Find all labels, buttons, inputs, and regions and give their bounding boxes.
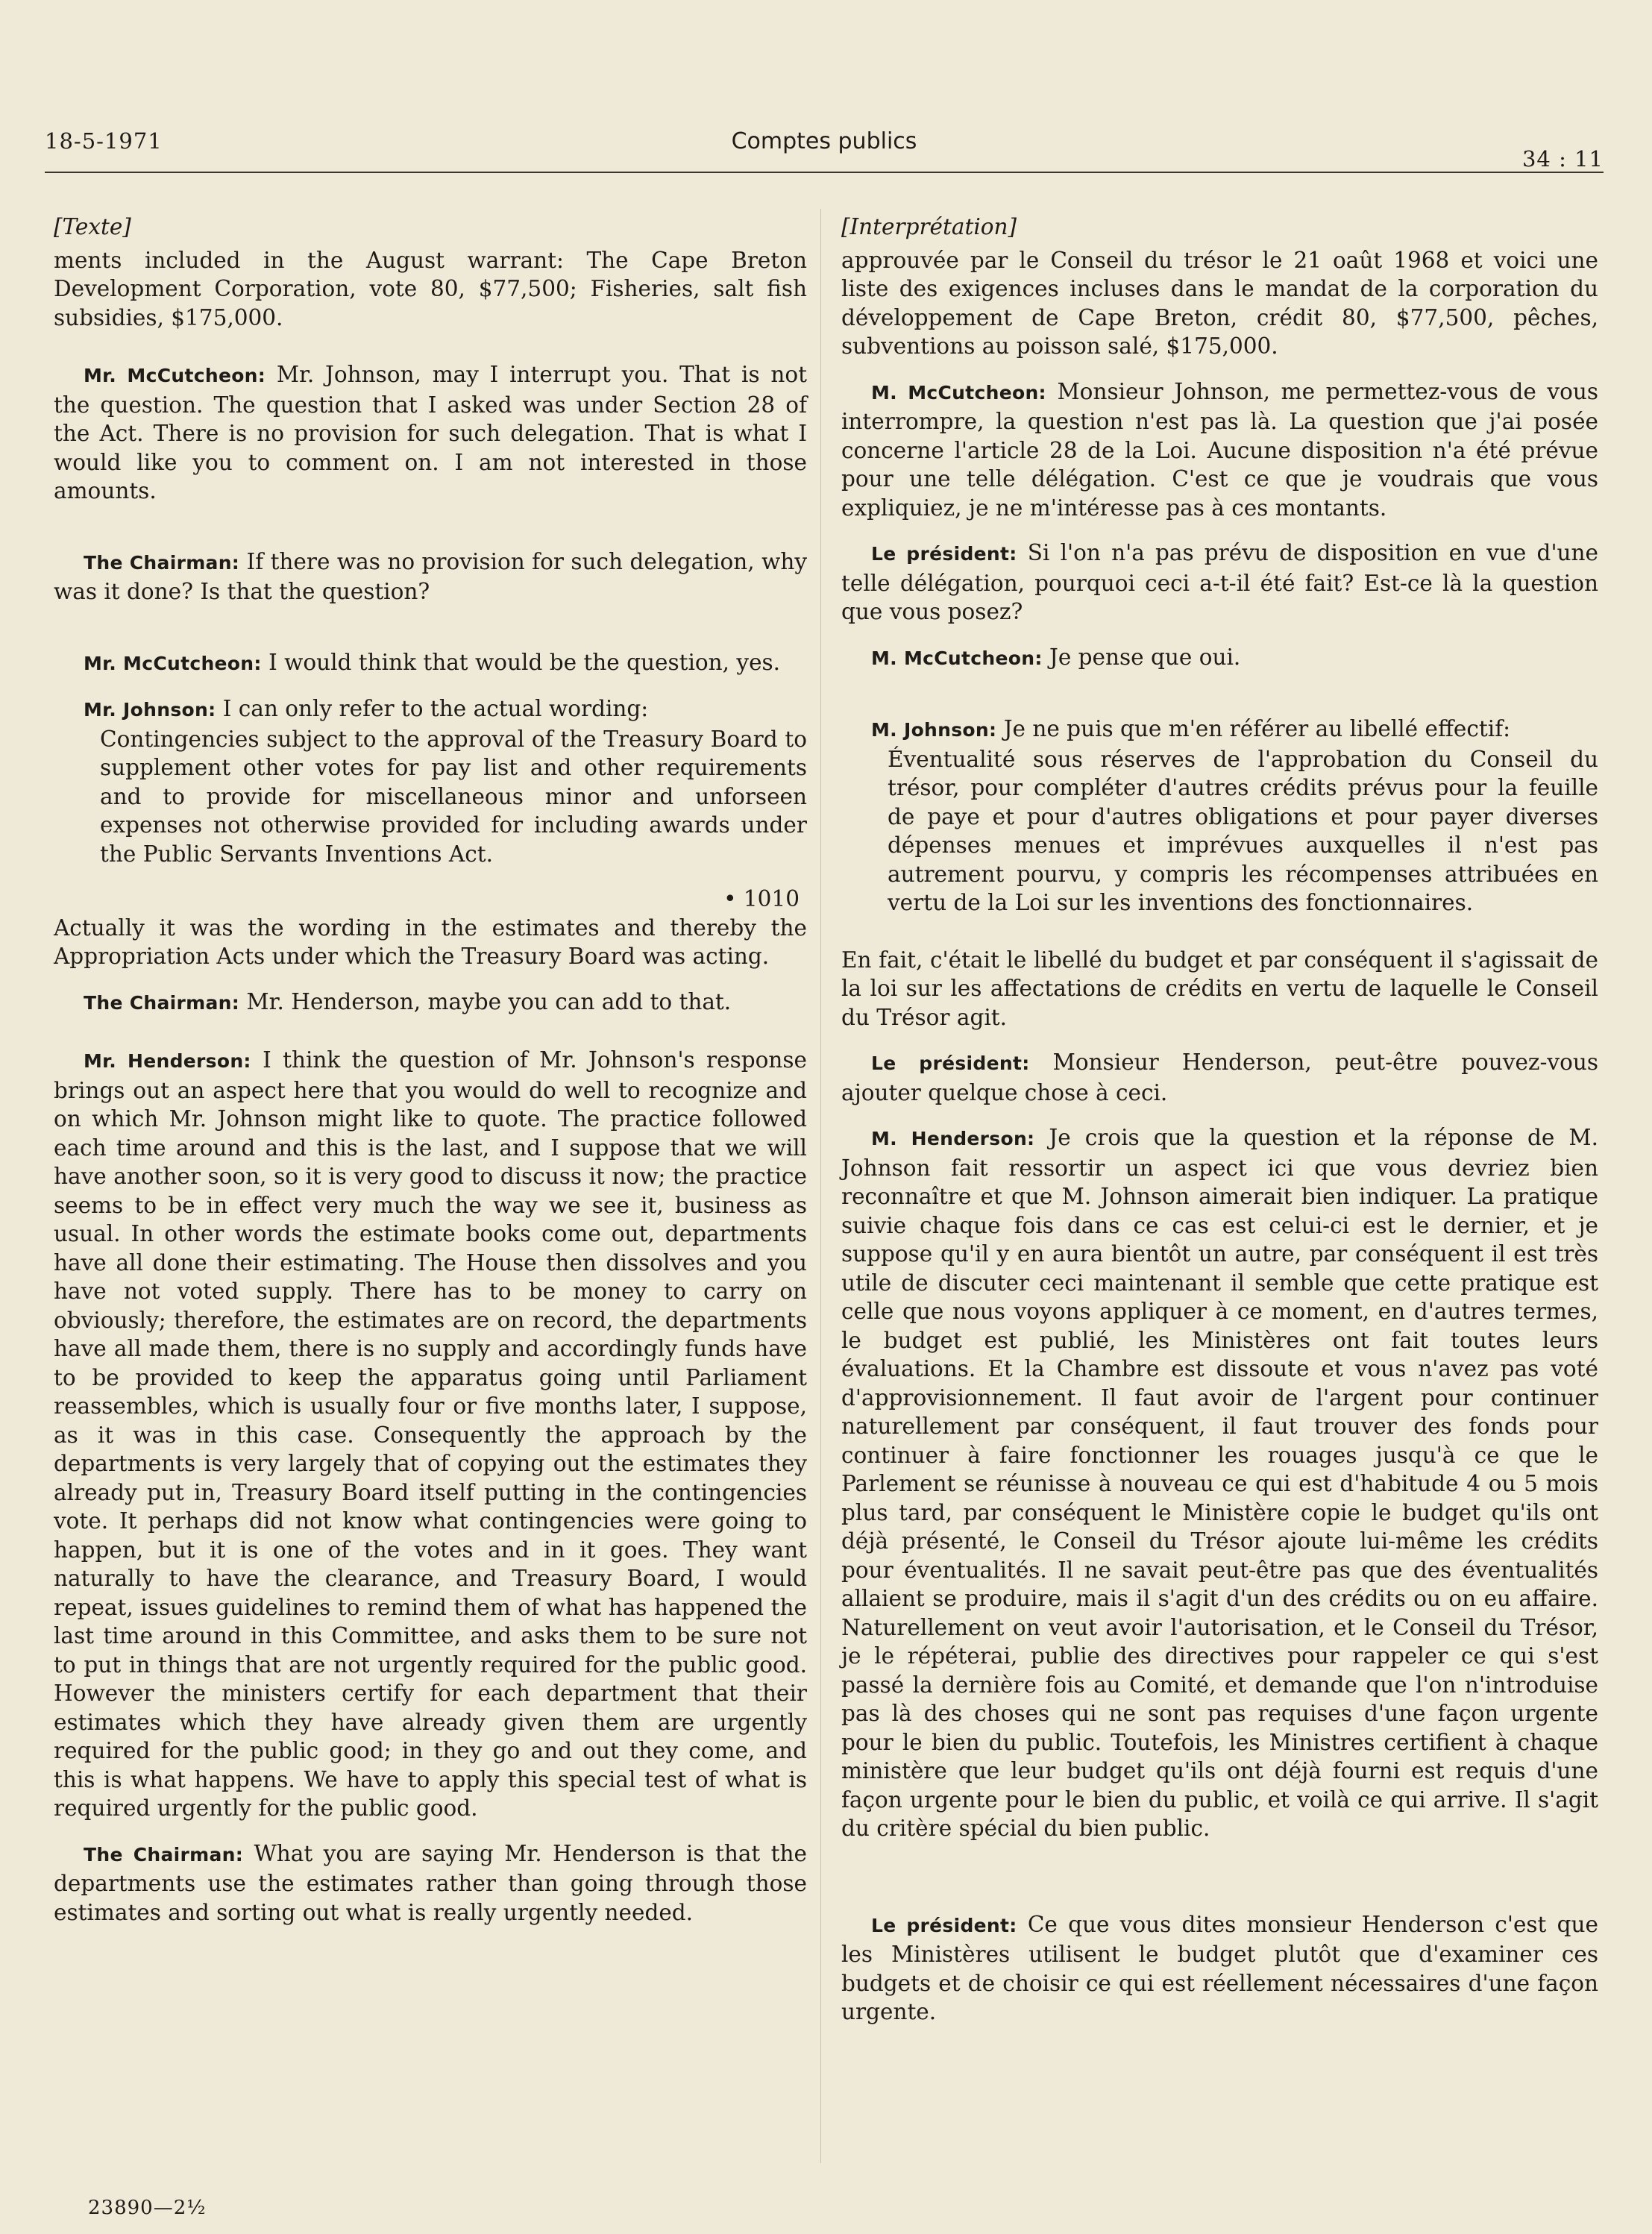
left-paragraph [54,360,807,506]
speaker-name: Mr. McCutcheon: [84,365,266,386]
left-paragraph: ments included in the August warrant: The Cape Breton Development Corporation, vote 80, $77,500; Fisheries, salt fish subsidies, $175,000. [54,247,807,330]
right-paragraph [841,643,1598,674]
left-paragraph [54,547,807,606]
speaker-name: The Chairman: [84,1843,244,1866]
speaker-name: Mr. McCutcheon: [84,652,262,674]
speaker-name: M. Johnson: [871,719,997,741]
quoted-vote-wording: Éventualité sous réserves de l'approbation du Conseil du trésor, pour compléter d'autres crédits prévus pour la feuille de paye et pour d'autres obligations et pour payer diverses dépenses menues et imprévues auxquelles il n'est pas autrement pourvu, y compris les récompenses attribuées en vertu de la Loi sur les inventions des fonctionnaires. [888,746,1598,915]
time-marker: • 1010 [723,886,800,912]
column-divider [820,209,821,2163]
speaker-name: The Chairman: [84,551,240,574]
header-page-number: 34 : 11 [1521,146,1604,172]
right-paragraph [841,1048,1598,1107]
speech-text: I can only refer to the actual wording: [216,696,649,721]
page-header [45,127,1604,173]
left-paragraph [54,988,807,1018]
left-paragraph [54,648,807,679]
right-section-tag: [Interprétation] [841,214,1017,239]
header-date: 18-5-1971 [45,128,163,154]
left-paragraph [54,1839,807,1927]
speaker-name: Mr. Henderson: [84,1050,251,1072]
speech-text: Monsieur Johnson, me permettez-vous de vous interrompre, la question n'est pas là. La question que j'ai posée concerne l'article 28 de la Loi. Aucune disposition n'a été prévue pour une telle délégation. C'est ce que je voudrais que vous expliquiez, je ne m'intéresse pas à ces montants. [841,378,1598,521]
speaker-name: The Chairman: [84,991,240,1014]
speech-text: Je crois que la question et la réponse de M. Johnson fait ressortir un aspect ici que vous devriez bien reconnaître et que M. Johnson aimerait bien indiquer. La pratique suivie chaque fois dans ce cas est celui-ci est le dernier, et je suppose qu'il y en aura bientôt un autre, par conséquent il est très utile de discuter ceci maintenant il semble que cette pratique est celle que nous voyons appliquer à ce moment, en d'autres termes, le budget est publié, les Ministères ont fait toutes leurs évaluations. Et la Chambre est dissoute et vous n'avez pas voté d'approvisionnement. Il faut avoir de l'argent pour continuer naturellement par conséquent, il faut trouver des fonds pour continuer à faire fonctionner les rouages jusqu'à ce que le Parlement se réunisse à nouveau ce qui est d'habitude 4 ou 5 mois plus tard, par conséquent le Ministère copie le budget qu'ils ont déjà présenté, le Conseil du Trésor ajoute lui-même les crédits pour éventualités. Il ne savait peut-être pas que des éventualités allaient se produire, mais il s'agit d'un des crédits ou on eu affaire. Naturellement on veut avoir l'autorisation, et le Conseil du Trésor, je le répéterai, publie des directives pour rappeler ce qui s'est passé la dernière fois au Comité, et demande que l'on n'introduise pas là des choses qui ne sont pas requises d'une façon urgente pour le bien du public. Toutefois, les Ministres certifient à chaque ministère que leur budget qu'ils ont déjà fourni est requis d'une façon urgente pour le bien du public, et voilà ce qui arrive. Il s'agit du critère spécial du bien public. [841,1125,1599,1841]
speech-text: I think the question of Mr. Johnson's response brings out an aspect here that you would do well to recognize and on which Mr. Johnson might like to quote. The practice followed each time around and this is the last, and I suppose that we will have another soon, so it is very good to discuss it now; the practice seems to be in effect very much the way we see it, business as usual. In other words the estimate books come out, departments have all done their estimating. The House then dissolves and you have not voted supply. There has to be money to carry on obviously; therefore, the estimates are on record, the departments have all made them, there is no supply and accordingly funds have to be provided to keep the apparatus going until Parliament reassembles, which is usually four or five months later, I suppose, as it was in this case. Consequently the approach by the departments is very largely that of copying out the estimates they already put in, Treasury Board itself putting in the contingencies vote. It perhaps did not know what contingencies were going to happen, but it is one of the votes and in it goes. They want naturally to have the clearance, and Treasury Board, I would repeat, issues guidelines to remind them of what has happened the last time around in this Committee, and asks them to be sure not to put in things that are not urgently required for the public good. However the ministers certify for each department that their estimates which they have already given them are urgently required for the public good; in they go and out they come, and this is what happens. We have to apply this special test of what is required urgently for the public good. [54,1047,807,1821]
speech-text: I would think that would be the question, yes. [261,649,781,675]
right-paragraph [841,1910,1598,2027]
speech-text: If there was no provision for such delegation, why was it done? Is that the question? [54,548,807,604]
right-paragraph: approuvée par le Conseil du trésor le 21 oaût 1968 et voici une liste des exigences incluses dans le mandat de la corporation du développement de Cape Breton, crédit 80, $77,500, pêches, subventions au poisson salé, $175,000. [841,247,1598,359]
left-paragraph: Actually it was the wording in the estimates and thereby the Appropriation Acts under which the Treasury Board was acting. [54,914,807,969]
left-paragraph [54,1046,807,1823]
speaker-name: Le président: [871,1052,1030,1074]
speaker-name: Le président: [871,543,1017,565]
speech-text: Mr. Henderson, maybe you can add to that. [239,988,732,1014]
left-section-tag: [Texte] [54,214,131,239]
right-paragraph: En fait, c'était le libellé du budget et par conséquent il s'agissait de la loi sur les affectations de crédits en vertu de laquelle le Conseil du Trésor agit. [841,947,1598,1030]
right-paragraph [841,539,1598,627]
quoted-vote-wording: Contingencies subject to the approval of the Treasury Board to supplement other votes for pay list and other requirements and to provide for miscellaneous minor and unforseen expenses not otherwise provided for including awards under the Public Servants Inventions Act. [100,726,807,867]
speaker-name: Mr. Johnson: [84,699,216,721]
speech-text: Mr. Johnson, may I interrupt you. That is not the question. The question that I asked was under Section 28 of the Act. There is no provision for such delegation. That is what I would like you to comment on. I am not interested in those amounts. [54,362,807,503]
speaker-name: M. McCutcheon: [871,647,1043,669]
right-paragraph [841,1123,1598,1843]
speech-text: Ce que vous dites monsieur Henderson c'est que les Ministères utilisent le budget plutôt que d'examiner ces budgets et de choisir ce qui est réellement nécessaires d'une façon urgente. [841,1911,1598,2024]
speech-text: Je pense que oui. [1042,644,1241,670]
speech-text: Je ne puis que m'en référer au libellé effectif: [996,716,1511,741]
speech-text: Si l'on n'a pas prévu de disposition en vue d'une telle délégation, pourquoi ceci a-t-il été fait? Est-ce là la question que vous posez? [841,540,1599,624]
speech-text: Monsieur Henderson, peut-être pouvez-vous ajouter quelque chose à ceci. [841,1049,1599,1105]
speaker-name: M. Henderson: [871,1128,1035,1149]
french-column [841,213,1598,2027]
footer-print-code: 23890—2½ [88,2197,207,2219]
speech-text: What you are saying Mr. Henderson is that the departments use the estimates rather than going through those estimates and sorting out what is really urgently needed. [54,1840,807,1925]
right-paragraph [841,377,1598,523]
right-paragraph [841,715,1598,745]
speaker-name: M. McCutcheon: [871,381,1046,404]
left-paragraph [54,694,807,725]
english-column [54,213,807,1927]
speaker-name: Le président: [871,1914,1017,1936]
header-title: Comptes publics [731,128,917,154]
